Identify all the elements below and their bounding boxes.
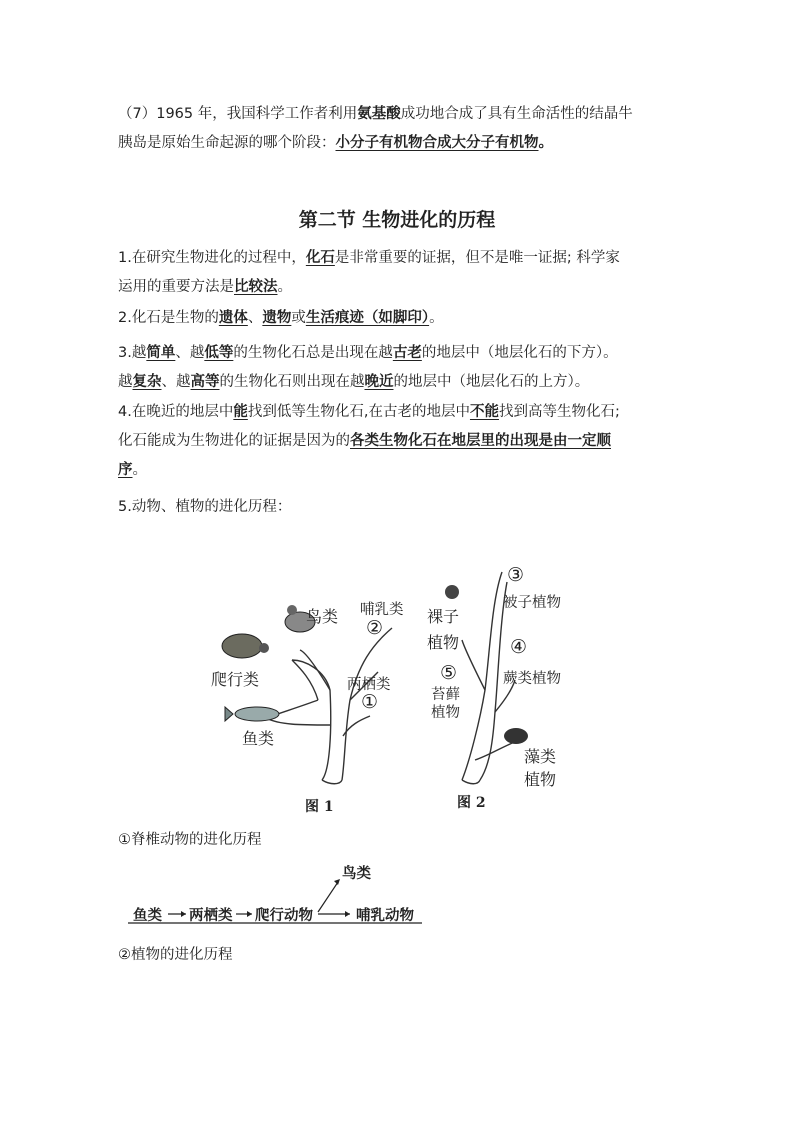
fig1-bird-label: 鸟类 — [306, 607, 339, 626]
flow-bird: 鸟类 — [342, 866, 371, 882]
fig2-angiosperm-label: 被子植物 — [503, 595, 561, 611]
fig1-fish-label: 鱼类 — [242, 729, 275, 748]
fig2-circle-3: ③ — [507, 564, 525, 586]
item-4: 4.在晚近的地层中能找到低等生物化石,在古老的地层中不能找到高等生物化石; 化石能成为生物进化的证据是因为的各类生物化石在地层里的出现是由一定顺 序。 — [118, 404, 620, 478]
fig2-gymnosperm-label-1: 裸子 — [427, 607, 460, 626]
bold-term: 氨基酸 — [357, 106, 401, 122]
item-3: 3.越简单、越低等的生物化石总是出现在越古老的地层中（地层化石的下方）。 越复杂、越高等的生物化石则出现在越晚近的地层中（地层化石的上方）。 — [118, 345, 618, 390]
fig2-circle-5: ⑤ — [440, 662, 458, 684]
fig2-gymnosperm-label-2: 植物 — [427, 633, 460, 652]
paragraph-7: （7）1965 年，我国科学工作者利用氨基酸成功地合成了具有生命活性的结晶牛 胰岛是原始生命起源的哪个阶段：小分子有机物合成大分子有机物。 — [118, 106, 633, 151]
item-5: 5.动物、植物的进化历程： — [118, 499, 292, 515]
fig2-algae-label-1: 藻类 — [524, 747, 557, 766]
fig1-circle-1: ① — [361, 691, 379, 713]
fig2-algae-label-2: 植物 — [524, 770, 557, 789]
fig2-moss-label-2: 植物 — [431, 705, 460, 721]
plant-heading: ②植物的进化历程 — [118, 947, 233, 963]
fig1-caption: 图 1 — [305, 799, 334, 815]
fig2-circle-4: ④ — [510, 636, 528, 658]
fig2-fern-label: 蕨类植物 — [503, 671, 561, 687]
fig2-moss-label-1: 苔藓 — [431, 687, 460, 703]
answer-underlined: 小分子有机物合成大分子有机物 — [335, 135, 539, 151]
flow-fish: 鱼类 — [133, 908, 162, 924]
fig1-reptile-label: 爬行类 — [211, 670, 260, 689]
fig2-caption: 图 2 — [457, 795, 486, 811]
section-title: 第二节 生物进化的历程 — [298, 209, 496, 231]
fig1-mammal-label: 哺乳类 — [360, 602, 404, 618]
flow-mammal: 哺乳动物 — [356, 908, 414, 924]
fig1-amphibian-label: 两栖类 — [347, 677, 391, 693]
vertebrate-heading: ①脊椎动物的进化历程 — [118, 832, 262, 848]
flow-amphibian: 两栖类 — [189, 908, 233, 924]
fig1-circle-2: ② — [366, 617, 384, 639]
item-1: 1.在研究生物进化的过程中，化石是非常重要的证据，但不是唯一证据; 科学家 运用的重要方法是比较法。 — [118, 250, 620, 295]
flow-reptile: 爬行动物 — [255, 908, 313, 924]
item-2: 2.化石是生物的遗体、遗物或生活痕迹（如脚印）。 — [118, 310, 444, 326]
